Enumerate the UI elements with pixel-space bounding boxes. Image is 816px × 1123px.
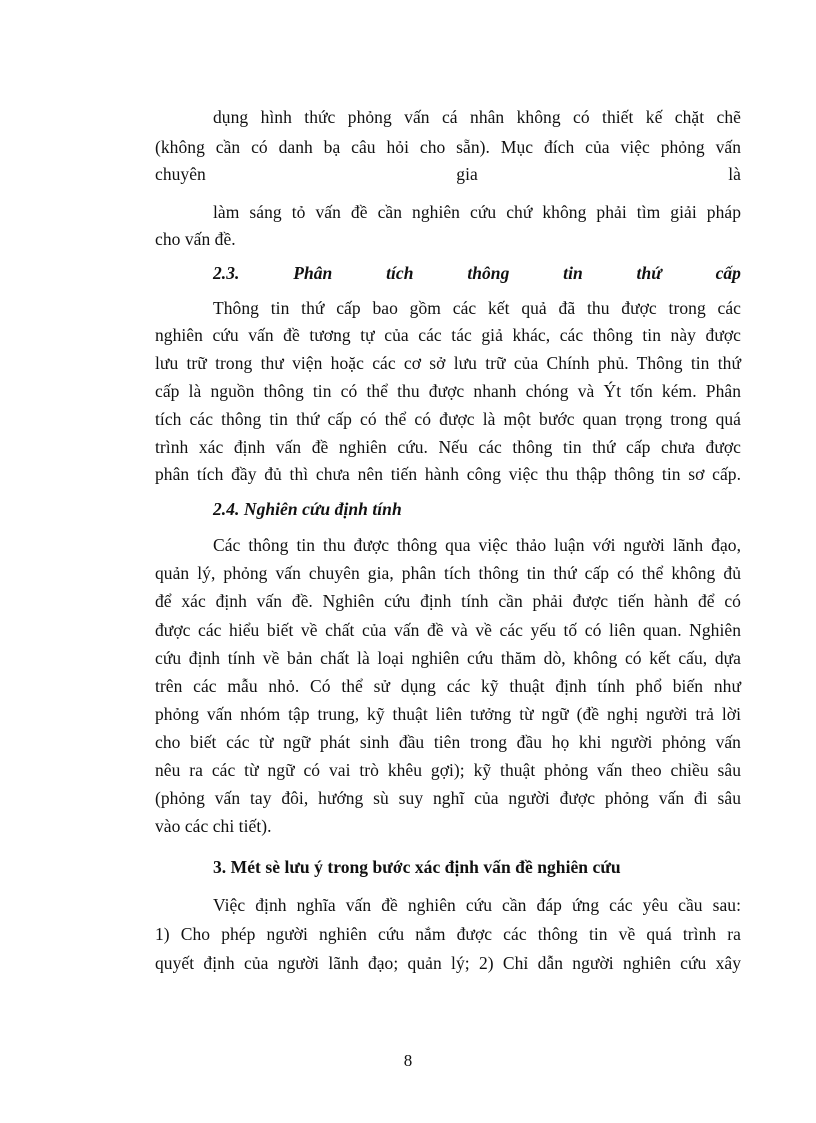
text-line: Thông tin thứ cấp bao gồm các kết quả đã thu được trong các: [213, 298, 741, 318]
text-line: dụng hình thức phỏng vấn cá nhân không có thiết kế chặt chẽ: [213, 107, 741, 127]
text-line: chuyên gia là: [155, 164, 741, 184]
text-line: Các thông tin thu được thông qua việc thảo luận với người lãnh đạo,: [213, 535, 741, 555]
text-line: vào các chi tiết).: [155, 816, 272, 836]
text-line: để xác định vấn đề. Nghiên cứu định tính cần phải được tiến hành để có: [155, 591, 741, 611]
text-line: 1) Cho phép người nghiên cứu nắm được các thông tin về quá trình ra: [155, 924, 741, 944]
text-line: phỏng vấn nhóm tập trung, kỹ thuật liên tưởng từ ngữ (đề nghị người trả lời: [155, 704, 741, 724]
text-line: tích các thông tin thứ cấp có thể có được là một bước quan trọng trong quá: [155, 409, 741, 429]
text-line: trên các mẫu nhỏ. Có thể sử dụng các kỹ thuật định tính phổ biến như: [155, 676, 741, 696]
section-heading: 2.4. Nghiên cứu định tính: [213, 499, 402, 519]
text-line: cho biết các từ ngữ phát sinh đầu tiên trong đầu họ khi người phỏng vấn: [155, 732, 741, 752]
text-line: nêu ra các từ ngữ có vai trò khêu gợi); kỹ thuật phỏng vấn theo chiều sâu: [155, 760, 741, 780]
text-line: (không cần có danh bạ câu hỏi cho sẵn). Mục đích của việc phỏng vấn: [155, 137, 741, 157]
text-line: cấp là nguồn thông tin có thể thu được nhanh chóng và Ýt tốn kém. Phân: [155, 381, 741, 401]
text-line: được các hiểu biết về chất của vấn đề và về các yếu tố có liên quan. Nghiên: [155, 620, 741, 640]
text-line: nghiên cứu vấn đề tương tự của các tác giả khác, các thông tin này được: [155, 325, 741, 345]
page-number: 8: [403, 1051, 413, 1070]
text-line: phân tích đầy đủ thì chưa nên tiến hành công việc thu thập thông tin sơ cấp.: [155, 464, 741, 484]
text-line: làm sáng tỏ vấn đề cần nghiên cứu chứ không phải tìm giải pháp: [213, 202, 741, 222]
text-line: quyết định của người lãnh đạo; quản lý; 2) Chỉ dẫn người nghiên cứu xây: [155, 953, 741, 973]
section-heading: 2.3. Phân tích thông tin thứ cấp: [213, 263, 741, 283]
text-line: quản lý, phỏng vấn chuyên gia, phân tích thông tin thứ cấp có thể không đủ: [155, 563, 741, 583]
section-heading: 3. Mét sè lưu ý trong bước xác định vấn đề nghiên cứu: [213, 857, 621, 877]
text-line: cứu định tính về bản chất là loại nghiên cứu thăm dò, không có kết cấu, dựa: [155, 648, 741, 668]
text-line: cho vấn đề.: [155, 229, 236, 249]
text-line: lưu trữ trong thư viện hoặc các cơ sở lưu trữ của Chính phủ. Thông tin thứ: [155, 353, 741, 373]
text-line: (phỏng vấn tay đôi, hướng sù suy nghĩ của người được phỏng vấn đi sâu: [155, 788, 741, 808]
text-line: trình xác định vấn đề nghiên cứu. Nếu các thông tin thứ cấp chưa được: [155, 437, 741, 457]
text-line: Việc định nghĩa vấn đề nghiên cứu cần đáp ứng các yêu cầu sau:: [213, 895, 741, 915]
